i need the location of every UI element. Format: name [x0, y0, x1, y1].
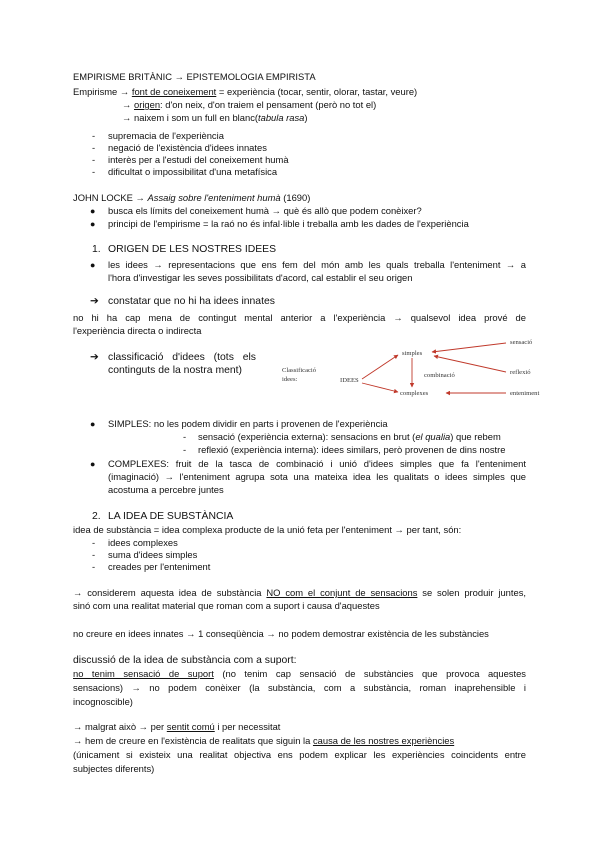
- reflexio-line: reflexió (experiència interna): idees similars, però provenen de dins nostre: [198, 444, 506, 455]
- substancia-definition: idea de substància = idea complexa producte de la unió feta per l'enteniment → per tant, són:: [73, 524, 462, 535]
- list-item: interès per a l'estudi del coneixement humà: [108, 154, 289, 165]
- diagram-node-reflexio: reflexió: [510, 369, 531, 376]
- section-number: 2.: [92, 511, 101, 522]
- dash-marker: -: [92, 561, 96, 572]
- list-item: busca els límits del coneixement humà → què és allò que podem conèixer?: [108, 205, 422, 216]
- classificacio-line-2: continguts de la nostra ment): [108, 365, 242, 376]
- font-de-coneixement: font de coneixement: [131, 86, 217, 97]
- section-number: 1.: [92, 244, 101, 255]
- discussio-title: discussió de la idea de substància com a suport:: [73, 655, 297, 666]
- list-item: supremacia de l'experiència: [108, 130, 224, 141]
- complexes-line-1: COMPLEXES: fruit de la tasca de combinació i unió d'idees simples que fa l'enteniment: [108, 458, 526, 469]
- dash-marker: -: [92, 142, 96, 153]
- considerem-line-1: → considerem aquesta idea de substància NO com el conjunt de sensacions se solen produir juntes,: [73, 587, 527, 598]
- paragraph-line: l'experiència directa o indirecta: [73, 325, 202, 336]
- diagram-node-sensacio: sensació: [510, 339, 533, 346]
- dash-marker: -: [92, 154, 96, 165]
- paragraph-line: l'hora d'investigar les seves possibilitats d'acord, cal establir el seu origen: [108, 272, 413, 283]
- bullet-icon: ●: [90, 419, 96, 429]
- dash-marker: -: [92, 166, 96, 177]
- origen: origen: [133, 99, 161, 110]
- paragraph-line: no hi ha cap mena de contingut mental anterior a l'experiència → qualsevol idea prové de: [73, 312, 526, 323]
- bullet-icon: ●: [90, 260, 96, 270]
- arrow-idees-to-complexes: [362, 383, 398, 392]
- section-title-substancia: LA IDEA DE SUBSTÀNCIA: [108, 511, 234, 522]
- section-title-origen: ORIGEN DE LES NOSTRES IDEES: [108, 244, 277, 255]
- paragraph-line: les idees → representacions que ens fem del món amb les quals treballa l'enteniment → a: [108, 259, 526, 270]
- list-item: dificultat o impossibilitat d'una metafísica: [108, 166, 278, 177]
- constatar-line: constatar que no hi ha idees innates: [108, 296, 275, 307]
- empirisme-line-2: → origen: d'on neix, d'on traiem el pensament (però no tot el): [122, 99, 377, 110]
- diagram-node-simples: simples: [402, 350, 423, 357]
- diagram-label-idees-colon: idees:: [282, 376, 298, 383]
- sensacio-line: sensació (experiència externa): sensacions en brut (el qualia) que rebem: [198, 431, 501, 442]
- dash-marker: -: [92, 537, 96, 548]
- classificacio-line-1: classificació d'idees (tots els: [108, 352, 256, 363]
- bullet-icon: ●: [90, 219, 96, 229]
- simples-line: SIMPLES: no les podem dividir en parts i provenen de l'experiència: [108, 418, 388, 429]
- dash-marker: -: [183, 431, 187, 442]
- innates-line: no creure en idees innates → 1 conseqüència → no podem demostrar existència de les substàncies: [73, 628, 489, 639]
- heading-empirisme: EMPIRISME BRITÀNIC → EPISTEMOLOGIA EMPIRISTA: [73, 71, 316, 82]
- empirisme-line-1: Empirisme → font de coneixement = experiència (tocar, sentir, olorar, tastar, veure): [73, 86, 418, 97]
- list-item: suma d'idees simples: [108, 549, 198, 560]
- arrow-sensacio-to-simples: [432, 343, 506, 352]
- diagram-label-combinacio: combinació: [424, 372, 455, 379]
- arrow-idees-to-simples: [362, 355, 398, 379]
- unicament-line-1: (únicament si existeix una realitat objectiva ens podem explicar les experiències coincidents entre: [73, 749, 526, 760]
- list-item: negació de l'existència d'idees innates: [108, 142, 267, 153]
- list-item: principi de l'empirisme = la raó no és infal·lible i treballa amb les dades de l'experiència: [108, 218, 469, 229]
- list-item: idees complexes: [108, 537, 178, 548]
- diagram-node-enteniment: enteniment: [510, 390, 540, 397]
- arrow-reflexio-to-simples: [434, 356, 506, 372]
- diagram-node-idees: IDEES: [340, 377, 359, 384]
- hem-de-creure-line: → hem de creure en l'existència de realitats que siguin la causa de les nostres experiències: [73, 735, 455, 746]
- complexes-line-2: (imaginació) → l'enteniment agrupa sota una mateixa idea les qualitats o idees simples que: [108, 471, 526, 482]
- considerem-line-2: sinó com una realitat material que roman com a suport i causa d'aquestes: [73, 600, 380, 611]
- arrow-icon: ➔: [90, 296, 99, 307]
- dash-marker: -: [92, 549, 96, 560]
- discussio-line-1: no tenim sensació de suport (no tenim cap sensació de substàncies que provoca aquestes: [73, 668, 526, 679]
- discussio-line-3: incognoscible): [73, 696, 133, 707]
- list-item: creades per l'enteniment: [108, 561, 211, 572]
- locke-heading: JOHN LOCKE → Assaig sobre l'enteniment humà (1690): [73, 192, 311, 203]
- bullet-icon: ●: [90, 206, 96, 216]
- unicament-line-2: subjectes diferents): [73, 763, 155, 774]
- complexes-line-3: acostuma a percebre juntes: [108, 484, 224, 495]
- malgrat-line: → malgrat això → per sentit comú i per necessitat: [73, 721, 281, 732]
- dash-marker: -: [183, 444, 187, 455]
- bullet-icon: ●: [90, 459, 96, 469]
- diagram-label-classificacio: Classificació: [282, 367, 317, 374]
- empirisme-line-3: → naixem i som un full en blanc(tabula rasa): [122, 112, 308, 123]
- diagram-node-complexes: complexes: [400, 390, 429, 397]
- dash-marker: -: [92, 130, 96, 141]
- discussio-line-2: sensacions) → no podem conèixer (la substància, com a substància, roman inaprehensible i: [73, 682, 526, 693]
- arrow-icon: ➔: [90, 352, 99, 363]
